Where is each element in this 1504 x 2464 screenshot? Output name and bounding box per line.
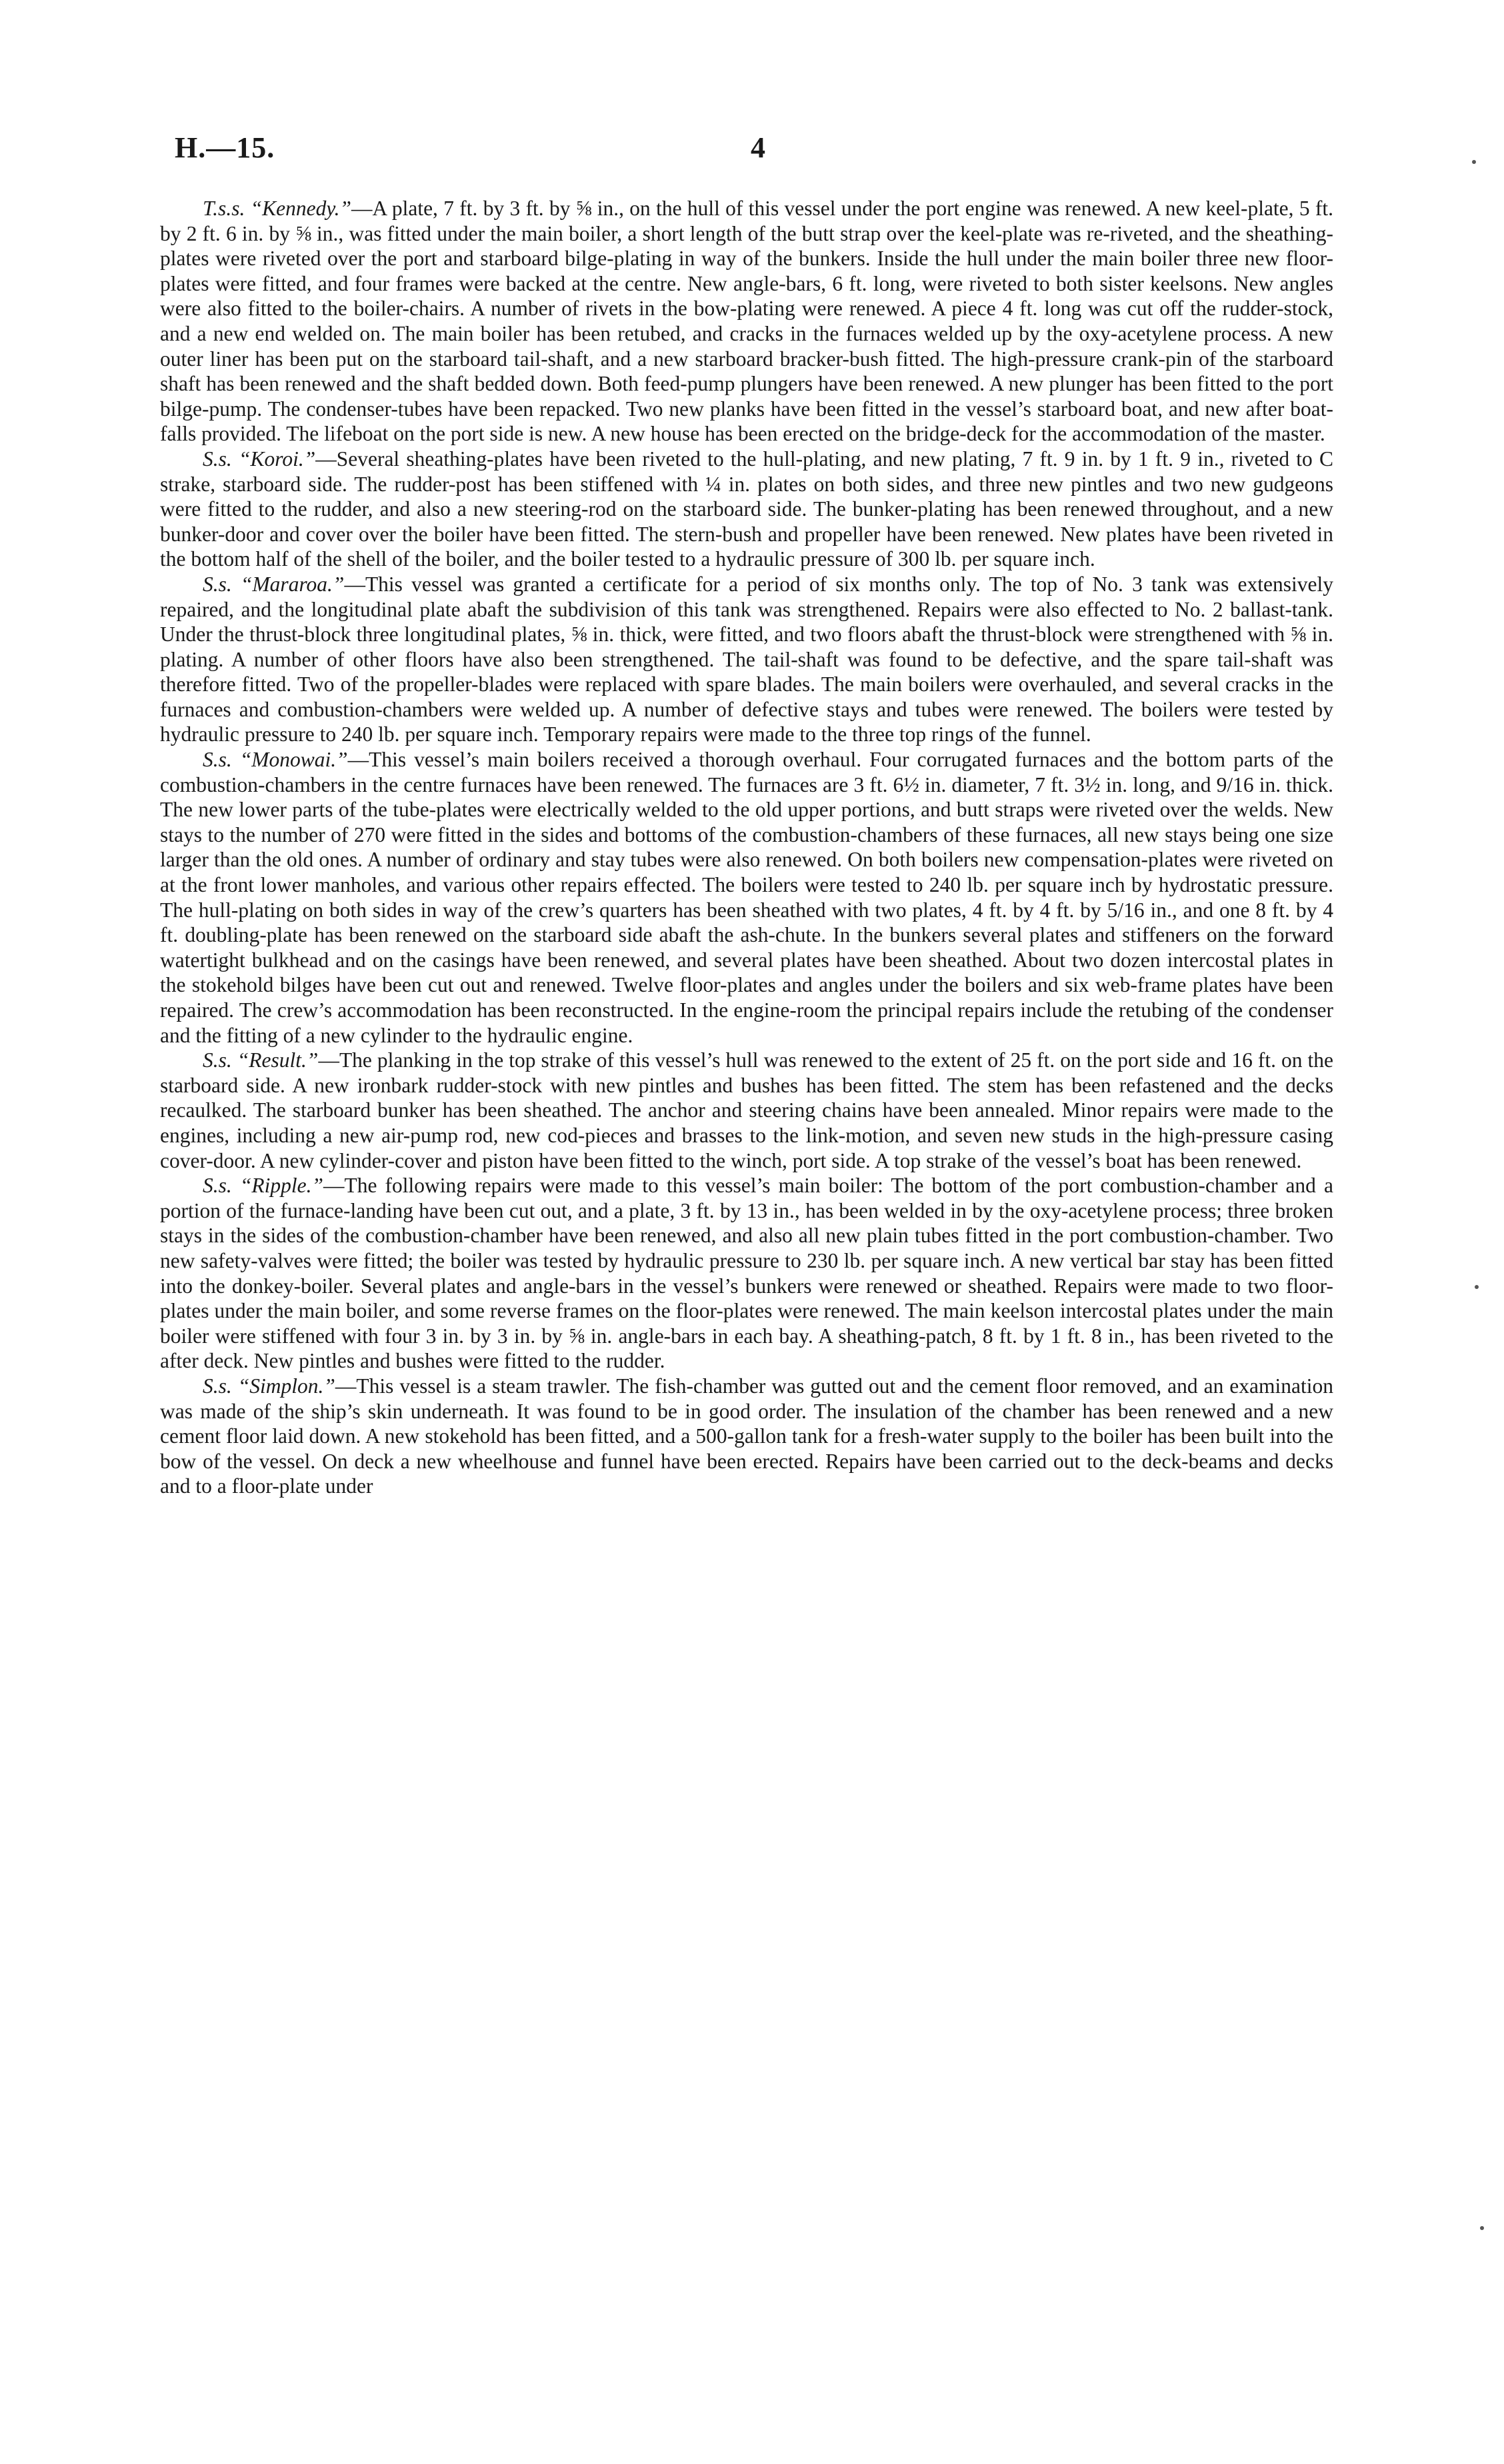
paragraph-text: —Several sheathing-plates have been riveted to the hull-plating, and new plating, 7 ft. 9 in. by 1 ft. 9 in., riveted to C strake, starboard side. The rudder-post has been stiffened with ¼ in. plates on both sides, and three new pintles and two new gudgeons were fitted to the rudder, and also a new steering-rod on the starboard side. The bunker-plating has been renewed throughout, and a new bunker-door and cover over the boiler have been fitted. The stern-bush and propeller have been renewed. New plates have been riveted in the bottom half of the shell of the boiler, and the boiler tested to a hydraulic pressure of 300 lb. per square inch. xyxy=(160,447,1333,571)
scan-speck xyxy=(1475,1285,1479,1289)
paragraph-text: —This vessel is a steam trawler. The fish-chamber was gutted out and the cement floor removed, and an examination was made of the ship’s skin underneath. It was found to be in good order. The insulation of the chamber has been renewed and a new cement floor laid down. A new stokehold has been fitted, and a 500-gallon tank for a fresh-water supply to the boiler has been built into the bow of the vessel. On deck a new wheelhouse and funnel have been erected. Repairs have been carried out to the deck-beams and decks and to a floor-plate under xyxy=(160,1374,1333,1498)
page-number: 4 xyxy=(751,131,765,164)
paragraph-kennedy xyxy=(160,196,1333,447)
scan-speck xyxy=(1472,160,1476,164)
paragraph-text: —This vessel was granted a certificate for a period of six months only. The top of No. 3 tank was extensively repaired, and the longitudinal plate abaft the subdivision of this tank was strengthened. Repairs were also effected to No. 2 ballast-tank. Under the thrust-block three longitudinal plates, ⅝ in. thick, were fitted, and two floors abaft the thrust-block were strengthened with ⅝ in. plating. A number of other floors have also been strengthened. The tail-shaft was found to be defective, and the spare tail-shaft was therefore fitted. Two of the propeller-blades were replaced with spare blades. The main boilers were overhauled, and several cracks in the furnaces and combustion-chambers were welded up. A number of defective stays and tubes were renewed. The boilers were tested by hydraulic pressure to 240 lb. per square inch. Temporary repairs were made to the three top rings of the funnel. xyxy=(160,572,1333,746)
vessel-name: S.s. “Simplon.” xyxy=(203,1374,335,1398)
paragraph-text: —This vessel’s main boilers received a thorough overhaul. Four corrugated furnaces and the bottom parts of the combustion-chambers in the centre furnaces have been renewed. The furnaces are 3 ft. 6½ in. diameter, 7 ft. 3½ in. long, and 9/16 in. thick. The new lower parts of the tube-plates were electrically welded to the old upper portions, and butt straps were riveted over the welds. New stays to the number of 270 were fitted in the sides and bottoms of the combustion-chambers of these furnaces, all new stays being one size larger than the old ones. A number of ordinary and stay tubes were also renewed. On both boilers new compensation-plates were riveted on at the front lower manholes, and various other repairs effected. The boilers were tested to 240 lb. per square inch by hydrostatic pressure. The hull-plating on both sides in way of the crew’s quarters has been sheathed with two plates, 4 ft. by 4 ft. by 5/16 in., and one 8 ft. by 4 ft. doubling-plate has been renewed on the starboard side abaft the ash-chute. In the bunkers several plates and stiffeners on the forward watertight bulkhead and on the casings have been renewed, and several plates have been sheathed. About two dozen intercostal plates in the stokehold bilges have been cut out and renewed. Twelve floor-plates and angles under the boilers and six web-frame plates have been repaired. The crew’s accommodation has been reconstructed. In the engine-room the principal repairs include the retubing of the condenser and the fitting of a new cylinder to the hydraulic engine. xyxy=(160,748,1333,1047)
paragraph-text: —The following repairs were made to this vessel’s main boiler: The bottom of the port combustion-chamber and a portion of the furnace-landing have been cut out, and a plate, 3 ft. by 13 in., has been welded in by the oxy-acetylene process; three broken stays in the sides of the combustion-chamber have been renewed, and also all new plain tubes fitted in the port combustion-chamber. Two new safety-valves were fitted; the boiler was tested by hydraulic pressure to 230 lb. per square inch. A new vertical bar stay has been fitted into the donkey-boiler. Several plates and angle-bars in the vessel’s bunkers were renewed or sheathed. Repairs were made to two floor-plates under the main boiler, and some reverse frames on the floor-plates were renewed. The main keelson intercostal plates under the main boiler were stiffened with four 3 in. by 3 in. by ⅝ in. angle-bars in each bay. A sheathing-patch, 8 ft. by 1 ft. 8 in., has been riveted to the after deck. New pintles and bushes were fitted to the rudder. xyxy=(160,1174,1333,1373)
paragraph-mararoa xyxy=(160,572,1333,747)
paragraph-ripple xyxy=(160,1173,1333,1374)
body-text xyxy=(160,196,1333,1499)
paragraph-koroi xyxy=(160,447,1333,572)
vessel-name: T.s.s. “Kennedy.” xyxy=(203,197,352,220)
paragraph-result xyxy=(160,1048,1333,1173)
paragraph-text: —The planking in the top strake of this vessel’s hull was renewed to the extent of 25 ft. on the port side and 16 ft. on the starboard side. A new ironbark rudder-stock with new pintles and bushes has been fitted. The stem has been refastened and the decks recaulked. The starboard bunker has been sheathed. The anchor and steering chains have been annealed. Minor repairs were made to the engines, including a new air-pump rod, new cod-pieces and brasses to the link-motion, and seven new studs in the high-pressure casing cover-door. A new cylinder-cover and piston have been fitted to the winch, port side. A top strake of the vessel’s boat has been renewed. xyxy=(160,1048,1333,1172)
page-header xyxy=(175,131,1335,177)
paragraph-simplon xyxy=(160,1374,1333,1499)
document-reference: H.—15. xyxy=(175,131,275,164)
vessel-name: S.s. “Ripple.” xyxy=(203,1174,323,1198)
scan-speck xyxy=(1480,2226,1484,2230)
vessel-name: S.s. “Monowai.” xyxy=(203,748,348,772)
vessel-name: S.s. “Koroi.” xyxy=(203,447,316,471)
paragraph-text: —A plate, 7 ft. by 3 ft. by ⅝ in., on the hull of this vessel under the port engine was renewed. A new keel-plate, 5 ft. by 2 ft. 6 in. by ⅝ in., was fitted under the main boiler, a short length of the butt strap over the keel-plate was re-riveted, and the sheathing-plates were riveted over the port and starboard bilge-plating in way of the bunkers. Inside the hull under the main boiler three new floor-plates were fitted, and four frames were backed at the centre. New angle-bars, 6 ft. long, were riveted to both sister keelsons. New angles were also fitted to the boiler-chairs. A number of rivets in the bow-plating were renewed. A piece 4 ft. long was cut off the rudder-stock, and a new end welded on. The main boiler has been retubed, and cracks in the furnaces welded up by the oxy-acetylene process. A new outer liner has been put on the starboard tail-shaft, and a new starboard bracker-bush fitted. The high-pressure crank-pin of the starboard shaft has been renewed and the shaft bedded down. Both feed-pump plungers have been renewed. A new plunger has been fitted to the port bilge-pump. The condenser-tubes have been repacked. Two new planks have been fitted in the vessel’s starboard boat, and new after boat-falls provided. The lifeboat on the port side is new. A new house has been erected on the bridge-deck for the accommodation of the master. xyxy=(160,197,1334,446)
vessel-name: S.s. “Mararoa.” xyxy=(203,572,345,596)
vessel-name: S.s. “Result.” xyxy=(203,1048,319,1072)
paragraph-monowai xyxy=(160,747,1333,1048)
